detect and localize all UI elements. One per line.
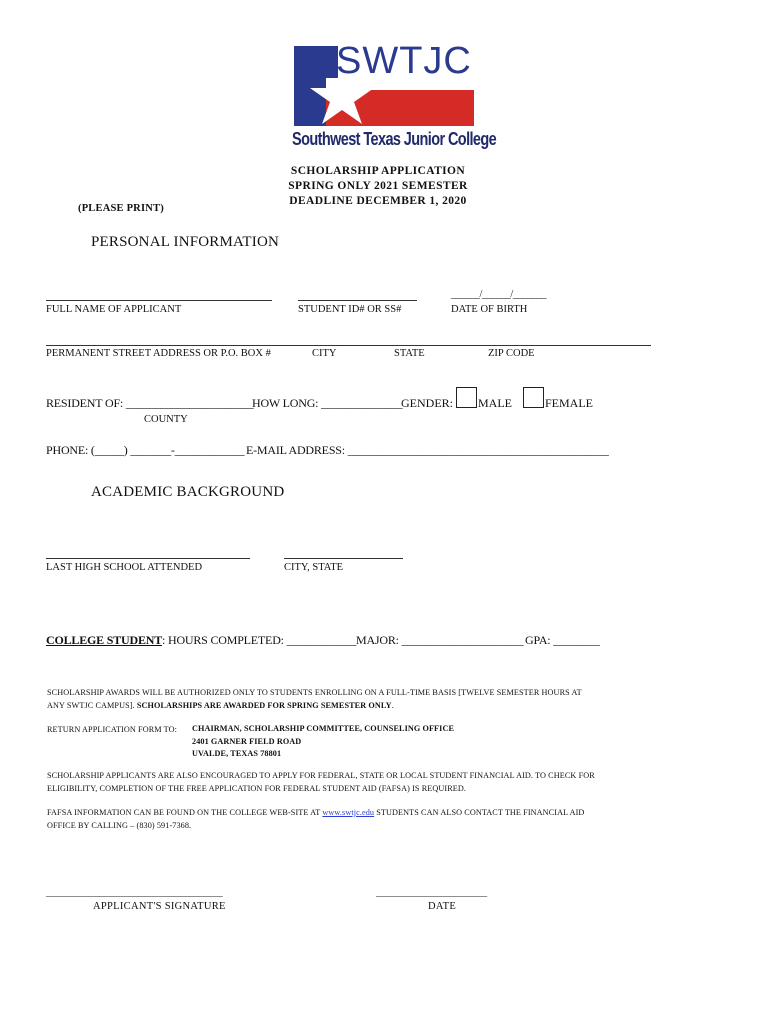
encourage-note: [47, 769, 667, 795]
title-block: [250, 164, 506, 209]
address-line[interactable]: [46, 345, 651, 346]
college-logo: [292, 40, 497, 152]
major-field[interactable]: MAJOR: _____________________: [356, 633, 524, 647]
full-name-label: FULL NAME OF APPLICANT: [46, 304, 182, 315]
student-id-label: STUDENT ID# OR SS#: [298, 304, 402, 315]
dob-blank[interactable]: ______/______/_______: [451, 289, 547, 300]
email-field[interactable]: E-MAIL ADDRESS: _____________________________________________: [246, 443, 609, 457]
hs-city-state-label: CITY, STATE: [284, 562, 344, 573]
logo-college-name: Southwest Texas Junior College: [292, 130, 497, 150]
fafsa-line-1: FAFSA INFORMATION CAN BE FOUND ON THE COLLEGE WEB-SITE AT www.swtjc.edu STUDENTS CAN ALSO CONTACT THE FINANCIAL AID: [47, 808, 585, 817]
high-school-label: LAST HIGH SCHOOL ATTENDED: [46, 562, 203, 573]
title-line-3: DEADLINE DECEMBER 1, 2020: [289, 195, 467, 207]
male-checkbox[interactable]: [456, 387, 477, 408]
city-label: CITY: [312, 348, 337, 359]
county-label: COUNTY: [144, 414, 188, 425]
awards-line-1: SCHOLARSHIP AWARDS WILL BE AUTHORIZED ONLY TO STUDENTS ENROLLING ON A FULL-TIME BASIS [TWELVE SEMESTER HOURS AT: [47, 688, 582, 697]
signature-blank[interactable]: ___________________________________________: [46, 888, 223, 898]
encourage-line-1: SCHOLARSHIP APPLICANTS ARE ALSO ENCOURAGED TO APPLY FOR FEDERAL, STATE OR LOCAL STUDENT FINANCIAL AID. TO CHECK FOR: [47, 771, 595, 780]
hours-completed-field[interactable]: : HOURS COMPLETED: ____________: [162, 633, 357, 647]
resident-of-field[interactable]: RESIDENT OF: ______________________: [46, 396, 254, 410]
academic-heading: ACADEMIC BACKGROUND: [91, 484, 285, 500]
zip-label: ZIP CODE: [488, 348, 535, 359]
return-address: [192, 723, 454, 761]
student-id-line[interactable]: [298, 300, 417, 301]
gpa-field[interactable]: GPA: ________: [525, 633, 600, 647]
awards-line-2: ANY SWTJC CAMPUS]. SCHOLARSHIPS ARE AWARDED FOR SPRING SEMESTER ONLY.: [47, 701, 394, 710]
date-label: DATE: [428, 901, 457, 912]
state-label: STATE: [394, 348, 425, 359]
return-line-1: CHAIRMAN, SCHOLARSHIP COMMITTEE, COUNSELING OFFICE: [192, 724, 455, 733]
signature-label: APPLICANT'S SIGNATURE: [93, 901, 226, 912]
female-label: FEMALE: [545, 396, 593, 410]
awards-note: [47, 686, 667, 712]
full-name-line[interactable]: [46, 300, 272, 301]
address-label: PERMANENT STREET ADDRESS OR P.O. BOX #: [46, 348, 271, 359]
fafsa-line-2: OFFICE BY CALLING – (830) 591-7368.: [47, 821, 192, 830]
please-print: (PLEASE PRINT): [78, 203, 164, 214]
female-checkbox[interactable]: [523, 387, 544, 408]
male-label: MALE: [478, 396, 512, 410]
high-school-line[interactable]: [46, 558, 250, 559]
college-website-link[interactable]: www.swtjc.edu: [322, 808, 375, 817]
logo-acronym: SWTJC: [336, 40, 472, 82]
encourage-line-2: ELIGIBILITY, COMPLETION OF THE FREE APPLICATION FOR FEDERAL STUDENT AID (FAFSA) IS REQUIRED.: [47, 784, 467, 793]
dob-label: DATE OF BIRTH: [451, 304, 528, 315]
college-student-row: [46, 633, 356, 648]
title-line-1: SCHOLARSHIP APPLICATION: [290, 165, 466, 177]
gender-label: GENDER:: [401, 396, 453, 410]
hs-city-state-line[interactable]: [284, 558, 403, 559]
return-label: RETURN APPLICATION FORM TO:: [47, 725, 178, 734]
how-long-field[interactable]: HOW LONG: ______________: [252, 396, 403, 410]
spring-only-note: SCHOLARSHIPS ARE AWARDED FOR SPRING SEMESTER ONLY: [136, 701, 392, 710]
return-line-3: UVALDE, TEXAS 78801: [192, 749, 282, 758]
personal-heading: PERSONAL INFORMATION: [91, 234, 280, 250]
return-line-2: 2401 GARNER FIELD ROAD: [192, 736, 302, 746]
fafsa-note: [47, 806, 667, 832]
college-student-label: COLLEGE STUDENT: [46, 633, 163, 647]
phone-field[interactable]: PHONE: (_____) _______-____________: [46, 443, 245, 457]
date-blank[interactable]: ___________________________: [376, 888, 487, 898]
title-line-2: SPRING ONLY 2021 SEMESTER: [288, 180, 468, 192]
